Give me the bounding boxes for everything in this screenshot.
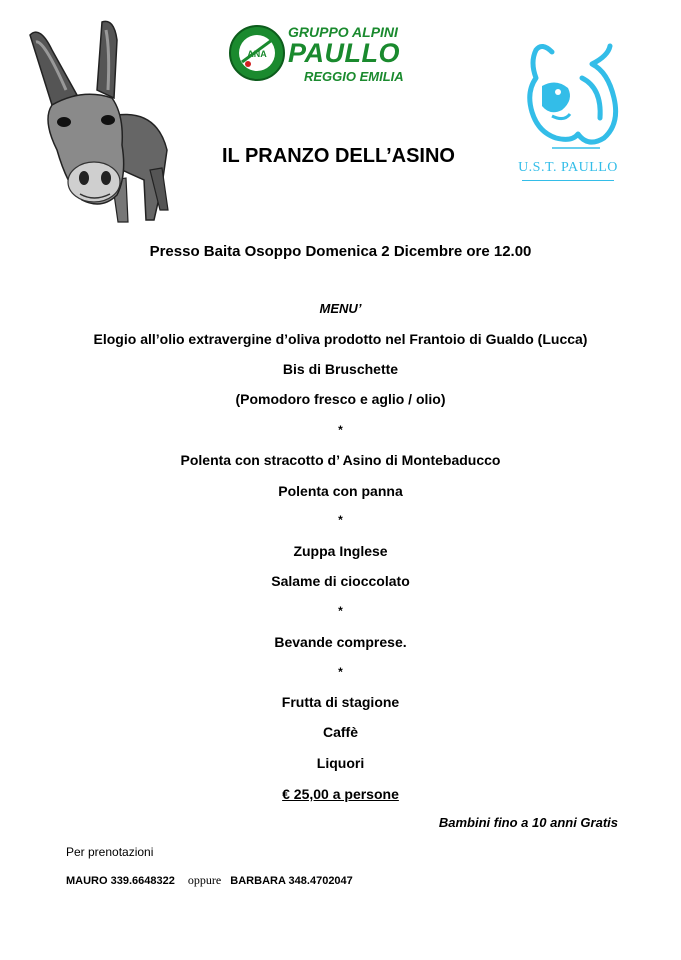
squirrel-icon: [512, 38, 624, 163]
menu-separator: *: [338, 513, 343, 527]
kids-note: Bambini fino a 10 anni Gratis: [438, 815, 618, 830]
menu-heading: MENU’: [319, 301, 362, 316]
donkey-illustration: [22, 10, 172, 230]
price: € 25,00 a persone: [282, 786, 399, 802]
ust-logo-text: U.S.T. PAULLO: [518, 160, 618, 175]
alpini-line2: PAULLO: [288, 38, 400, 68]
menu-item: Caffè: [322, 724, 358, 740]
booking-label: Per prenotazioni: [66, 845, 154, 859]
booking-contacts: [66, 873, 353, 888]
alpini-badge-icon: [228, 24, 286, 82]
ust-logo-underline: [522, 180, 614, 181]
menu-item: Polenta con panna: [278, 483, 403, 499]
gruppo-alpini-logo: [228, 22, 413, 88]
ust-paullo-logo: [512, 38, 624, 208]
alpini-badge-text: ANA: [247, 49, 267, 59]
menu-separator: *: [338, 604, 343, 618]
contact-mauro: MAURO 339.6648322: [66, 875, 175, 887]
alpini-line3: REGGIO EMILIA: [304, 69, 404, 84]
page-title: IL PRANZO DELL’ASINO: [222, 145, 455, 167]
menu-item: Bis di Bruschette: [282, 361, 399, 377]
contact-barbara: BARBARA 348.4702047: [230, 875, 353, 887]
menu-item: Zuppa Inglese: [293, 543, 388, 559]
menu-item: Polenta con stracotto d’ Asino di Montebaducco: [180, 452, 501, 468]
menu-item: Frutta di stagione: [281, 694, 400, 710]
menu-item: Bevande comprese.: [274, 634, 407, 650]
menu-item: (Pomodoro fresco e aglio / olio): [235, 391, 446, 407]
menu-item: Liquori: [316, 755, 365, 771]
contact-separator: oppure: [187, 873, 222, 887]
menu-item: Salame di cioccolato: [271, 573, 410, 589]
alpini-line1: GRUPPO ALPINI: [288, 24, 398, 40]
menu-item: Elogio all’olio extravergine d’oliva prodotto nel Frantoio di Gualdo (Lucca): [93, 331, 588, 347]
event-details: Presso Baita Osoppo Domenica 2 Dicembre ore 12.00: [149, 243, 532, 260]
menu-separator: *: [338, 423, 343, 437]
menu-separator: *: [338, 665, 343, 679]
